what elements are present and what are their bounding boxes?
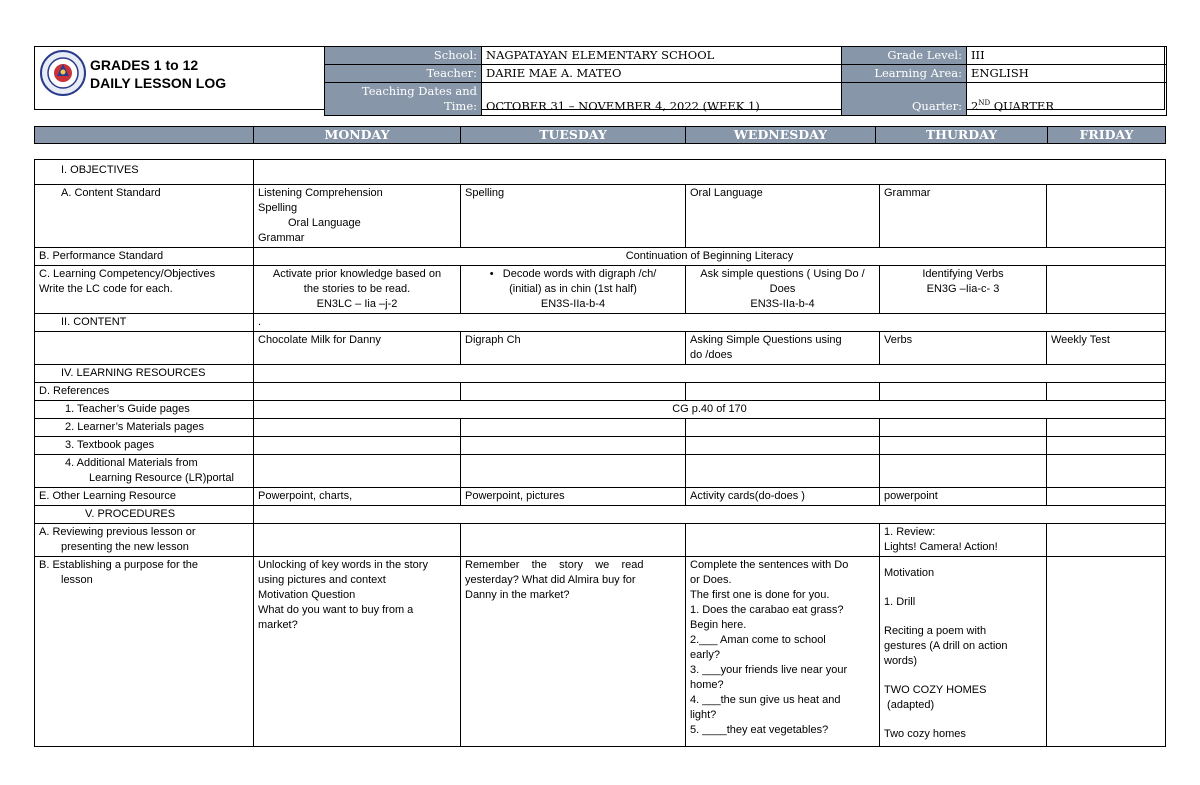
learners-materials-label: 2. Learner’s Materials pages	[35, 419, 254, 437]
comp-tue-line1	[465, 267, 681, 282]
est-thu-line4: gestures (A drill on action	[884, 640, 1008, 652]
comp-thu-line2: EN3G –Iia-c- 3	[926, 283, 1000, 295]
learning-resources-value	[254, 365, 1166, 383]
reviewing-thu-line1: 1. Review:	[884, 526, 936, 538]
row-competency	[35, 266, 1166, 314]
content-label: II. CONTENT	[35, 314, 254, 332]
references-monday	[254, 383, 461, 401]
additional-materials-line2: Learning Resource (LR)portal	[89, 472, 234, 484]
performance-standard-value: Continuation of Beginning Literacy	[254, 248, 1166, 266]
cs-mon-line3: Oral Language	[288, 217, 361, 229]
teaching-dates-label-line1: Teaching Dates and	[361, 84, 477, 98]
establishing-label	[35, 557, 254, 747]
comp-tue-line3: EN3S-IIa-b-4	[540, 298, 606, 310]
comp-wed-line1: Ask simple questions ( Using Do /	[700, 268, 865, 280]
teaching-dates-label	[325, 83, 482, 116]
establishing-label-line1: B. Establishing a purpose for the	[39, 559, 198, 571]
est-wed-line9: home?	[690, 679, 724, 691]
est-wed-line7: early?	[690, 649, 720, 661]
est-wed-line3: The first one is done for you.	[690, 589, 830, 601]
comp-mon-line3: EN3LC – Iia –j-2	[316, 298, 398, 310]
content-topics-label	[35, 332, 254, 365]
other-resource-wednesday: Activity cards(do-does )	[686, 488, 880, 506]
school-value: NAGPATAYAN ELEMENTARY SCHOOL	[482, 47, 842, 65]
content-wed-line1: Asking Simple Questions using	[690, 334, 842, 346]
est-mon-line2: using pictures and context	[258, 574, 386, 586]
row-reviewing	[35, 524, 1166, 557]
est-wed-line12: 5. ____they eat vegetables?	[690, 724, 829, 736]
teacher-value: DARIE MAE A. MATEO	[482, 65, 842, 83]
weekday-header-row	[34, 126, 1166, 144]
comp-wed-line2: Does	[769, 283, 796, 295]
row-learning-resources	[35, 365, 1166, 383]
reviewing-label	[35, 524, 254, 557]
reviewing-thu-line2: Lights! Camera! Action!	[884, 541, 998, 553]
reviewing-friday	[1047, 524, 1166, 557]
content-thursday: Verbs	[880, 332, 1047, 365]
est-thu-line6: TWO COZY HOMES	[884, 684, 987, 696]
content-wed-line2: do /does	[690, 349, 733, 361]
teachers-guide-value: CG p.40 of 170	[254, 401, 1166, 419]
content-standard-monday	[254, 185, 461, 248]
est-mon-line3: Motivation Question	[258, 589, 356, 601]
row-performance-standard	[35, 248, 1166, 266]
references-wednesday	[686, 383, 880, 401]
tb-friday	[1047, 437, 1166, 455]
tb-tuesday	[461, 437, 686, 455]
lesson-log-table	[34, 159, 1166, 747]
teachers-guide-label: 1. Teacher’s Guide pages	[35, 401, 254, 419]
day-monday: MONDAY	[254, 127, 461, 144]
cs-mon-line2: Spelling	[258, 202, 298, 214]
day-thursday: THURDAY	[876, 127, 1048, 144]
establishing-wednesday	[686, 557, 880, 747]
content-heading-value: .	[254, 314, 1166, 332]
establishing-tuesday	[461, 557, 686, 747]
reviewing-thursday	[880, 524, 1047, 557]
competency-friday	[1047, 266, 1166, 314]
row-learners-materials	[35, 419, 1166, 437]
est-wed-line5: Begin here.	[690, 619, 747, 631]
row-references	[35, 383, 1166, 401]
row-content-topics	[35, 332, 1166, 365]
comp-mon-line1: Activate prior knowledge based on	[272, 268, 442, 280]
other-resource-label: E. Other Learning Resource	[35, 488, 254, 506]
lm-thursday	[880, 419, 1047, 437]
row-objectives	[35, 160, 1166, 185]
tb-wednesday	[686, 437, 880, 455]
est-mon-line5: market?	[258, 619, 298, 631]
est-wed-line8: 3. ___your friends live near your	[690, 664, 848, 676]
cs-mon-line1: Listening Comprehension	[258, 187, 383, 199]
quarter-suffix: ND	[978, 99, 991, 108]
content-tuesday: Digraph Ch	[461, 332, 686, 365]
comp-tue-line1-text: Decode words with digraph /ch/	[502, 268, 657, 280]
lm-wednesday	[686, 419, 880, 437]
lm-tuesday	[461, 419, 686, 437]
additional-materials-line1: 4. Additional Materials from	[65, 457, 198, 469]
content-monday: Chocolate Milk for Danny	[254, 332, 461, 365]
grade-level-value: III	[967, 47, 1167, 65]
row-establishing	[35, 557, 1166, 747]
am-thursday	[880, 455, 1047, 488]
am-friday	[1047, 455, 1166, 488]
teaching-dates-label-line2: Time:	[444, 99, 477, 113]
est-thu-line7: (adapted)	[884, 699, 935, 711]
est-thu-line5: words)	[884, 655, 918, 667]
competency-wednesday	[686, 266, 880, 314]
teaching-dates-value: OCTOBER 31 – NOVEMBER 4, 2022 (WEEK 1)	[482, 83, 842, 116]
other-resource-tuesday: Powerpoint, pictures	[461, 488, 686, 506]
establishing-label-line2: lesson	[61, 574, 93, 586]
comp-wed-line3: EN3S-IIa-b-4	[750, 298, 815, 310]
row-additional-materials	[35, 455, 1166, 488]
quarter-value	[967, 83, 1167, 116]
quarter-word: QUARTER	[990, 99, 1054, 113]
reviewing-label-line1: A. Reviewing previous lesson or	[39, 526, 196, 538]
reviewing-tuesday	[461, 524, 686, 557]
establishing-thursday	[880, 557, 1047, 747]
est-mon-line4: What do you want to buy from a	[258, 604, 414, 616]
am-monday	[254, 455, 461, 488]
quarter-number: 2	[971, 99, 979, 113]
references-thursday	[880, 383, 1047, 401]
reviewing-wednesday	[686, 524, 880, 557]
row-content-standard	[35, 185, 1166, 248]
performance-standard-label: B. Performance Standard	[35, 248, 254, 266]
learning-area-value: ENGLISH	[967, 65, 1167, 83]
competency-label-line2: Write the LC code for each.	[39, 283, 173, 295]
references-friday	[1047, 383, 1166, 401]
competency-label-line1: C. Learning Competency/Objectives	[39, 268, 216, 280]
row-teachers-guide	[35, 401, 1166, 419]
day-friday: FRIDAY	[1048, 127, 1166, 144]
lm-monday	[254, 419, 461, 437]
doc-title-grades: GRADES 1 to 12	[90, 57, 199, 73]
references-label: D. References	[35, 383, 254, 401]
comp-mon-line2: the stories to be read.	[303, 283, 411, 295]
est-wed-line11: light?	[690, 709, 717, 721]
est-tue-line3: Danny in the market?	[465, 589, 570, 601]
competency-tuesday	[461, 266, 686, 314]
content-standard-wednesday: Oral Language	[686, 185, 880, 248]
est-wed-line6: 2.___ Aman come to school	[690, 634, 826, 646]
quarter-label: Quarter:	[842, 83, 967, 116]
est-thu-line2: 1. Drill	[884, 596, 916, 608]
header-info-table	[324, 46, 1167, 116]
competency-label	[35, 266, 254, 314]
learning-resources-label: IV. LEARNING RESOURCES	[35, 365, 254, 383]
bullet-icon: •	[489, 268, 494, 280]
objectives-label: I. OBJECTIVES	[35, 160, 254, 185]
est-thu-line8: Two cozy homes	[884, 728, 966, 740]
est-wed-line10: 4. ___the sun give us heat and	[690, 694, 841, 706]
day-tuesday: TUESDAY	[461, 127, 686, 144]
procedures-value	[254, 506, 1166, 524]
reviewing-monday	[254, 524, 461, 557]
tb-thursday	[880, 437, 1047, 455]
learning-area-label: Learning Area:	[842, 65, 967, 83]
est-tue-line1: Remember the story we read	[465, 559, 644, 571]
am-tuesday	[461, 455, 686, 488]
est-wed-line4: 1. Does the carabao eat grass?	[690, 604, 844, 616]
est-mon-line1: Unlocking of key words in the story	[258, 559, 428, 571]
content-standard-thursday: Grammar	[880, 185, 1047, 248]
competency-monday	[254, 266, 461, 314]
grade-level-label: Grade Level:	[842, 47, 967, 65]
other-resource-monday: Powerpoint, charts,	[254, 488, 461, 506]
weekday-blank-cell	[35, 127, 254, 144]
other-resource-friday	[1047, 488, 1166, 506]
content-standard-label: A. Content Standard	[35, 185, 254, 248]
teacher-label: Teacher:	[325, 65, 482, 83]
reviewing-label-line2: presenting the new lesson	[61, 541, 189, 553]
textbook-pages-label: 3. Textbook pages	[35, 437, 254, 455]
other-resource-thursday: powerpoint	[880, 488, 1047, 506]
comp-thu-line1: Identifying Verbs	[922, 268, 1004, 280]
est-wed-line2: or Does.	[690, 574, 732, 586]
establishing-friday	[1047, 557, 1166, 747]
content-standard-tuesday: Spelling	[461, 185, 686, 248]
content-wednesday	[686, 332, 880, 365]
est-wed-line1: Complete the sentences with Do	[690, 559, 849, 571]
row-other-resource	[35, 488, 1166, 506]
competency-thursday	[880, 266, 1047, 314]
additional-materials-label	[35, 455, 254, 488]
est-tue-line2: yesterday? What did Almira buy for	[465, 574, 636, 586]
row-content-heading	[35, 314, 1166, 332]
content-friday: Weekly Test	[1047, 332, 1166, 365]
doc-title-dll: DAILY LESSON LOG	[90, 75, 227, 91]
lm-friday	[1047, 419, 1166, 437]
objectives-value	[254, 160, 1166, 185]
cs-mon-line4: Grammar	[258, 232, 305, 244]
est-thu-line3: Reciting a poem with	[884, 625, 987, 637]
content-standard-friday	[1047, 185, 1166, 248]
am-wednesday	[686, 455, 880, 488]
tb-monday	[254, 437, 461, 455]
school-label: School:	[325, 47, 482, 65]
row-procedures	[35, 506, 1166, 524]
est-thu-line1: Motivation	[884, 567, 935, 579]
day-wednesday: WEDNESDAY	[686, 127, 876, 144]
references-tuesday	[461, 383, 686, 401]
procedures-label: V. PROCEDURES	[35, 506, 254, 524]
row-textbook-pages	[35, 437, 1166, 455]
comp-tue-line2: (initial) as in chin (1st half)	[509, 283, 637, 295]
establishing-monday	[254, 557, 461, 747]
